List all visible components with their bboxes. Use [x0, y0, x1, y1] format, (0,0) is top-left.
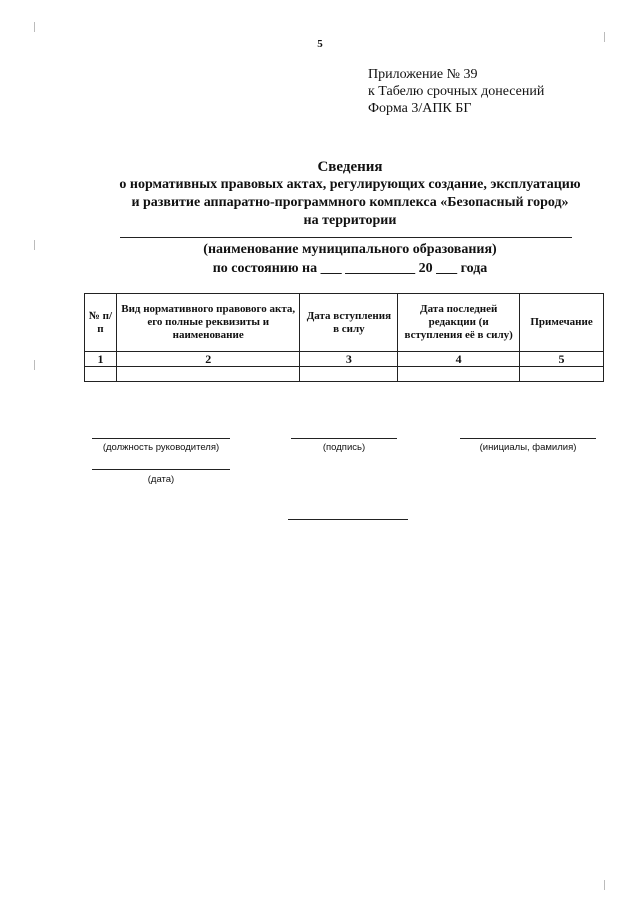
header-number: № п/п [85, 294, 117, 352]
header-effective-date: Дата вступления в силу [300, 294, 398, 352]
appendix-line-3: Форма 3/АПК БГ [368, 101, 472, 116]
title-line-3: на территории [303, 213, 397, 228]
table-cell [116, 367, 300, 382]
subtitle-block [90, 240, 610, 278]
table-row [85, 367, 604, 382]
acts-table [84, 293, 604, 382]
table-cell [398, 367, 520, 382]
municipality-caption: (наименование муниципального образования) [203, 242, 497, 257]
scan-margin-mark [604, 880, 605, 890]
table-column-numbers-row [85, 352, 604, 367]
scan-margin-mark [34, 240, 35, 250]
column-number: 4 [398, 352, 520, 367]
scan-margin-mark [34, 360, 35, 370]
table-header-row [85, 294, 604, 352]
header-last-revision: Дата последней редакции (и вступления её в силу) [398, 294, 520, 352]
header-act-type: Вид нормативного правового акта, его полные реквизиты и наименование [116, 294, 300, 352]
date-caption: (дата) [147, 474, 175, 485]
appendix-line-1: Приложение № 39 [368, 67, 478, 82]
signature-caption: (подпись) [322, 442, 366, 453]
scan-margin-mark [34, 22, 35, 32]
territory-blank-line [120, 237, 572, 238]
position-caption: (должность руководителя) [102, 442, 220, 453]
position-signature-line [92, 438, 230, 439]
signature-line [291, 438, 397, 439]
title-line-1: о нормативных правовых актах, регулирующих создание, эксплуатацию [119, 177, 581, 192]
table-cell [520, 367, 604, 382]
document-title [60, 158, 640, 230]
header-note: Примечание [520, 294, 604, 352]
date-line [92, 469, 230, 470]
column-number: 1 [85, 352, 117, 367]
table-cell [300, 367, 398, 382]
as-of-date-line: по состоянию на ___ __________ 20 ___ года [212, 261, 488, 276]
title-heading: Сведения [317, 159, 383, 175]
scan-margin-mark [604, 32, 605, 42]
name-caption: (инициалы, фамилия) [479, 442, 577, 453]
name-signature-line [460, 438, 596, 439]
appendix-line-2: к Табелю срочных донесений [368, 84, 545, 99]
column-number: 2 [116, 352, 300, 367]
page-number: 5 [317, 38, 323, 50]
column-number: 3 [300, 352, 398, 367]
appendix-reference [368, 66, 544, 117]
title-line-2: и развитие аппаратно-программного комплекса «Безопасный город» [131, 195, 569, 210]
closing-rule [288, 519, 408, 520]
column-number: 5 [520, 352, 604, 367]
table-cell [85, 367, 117, 382]
